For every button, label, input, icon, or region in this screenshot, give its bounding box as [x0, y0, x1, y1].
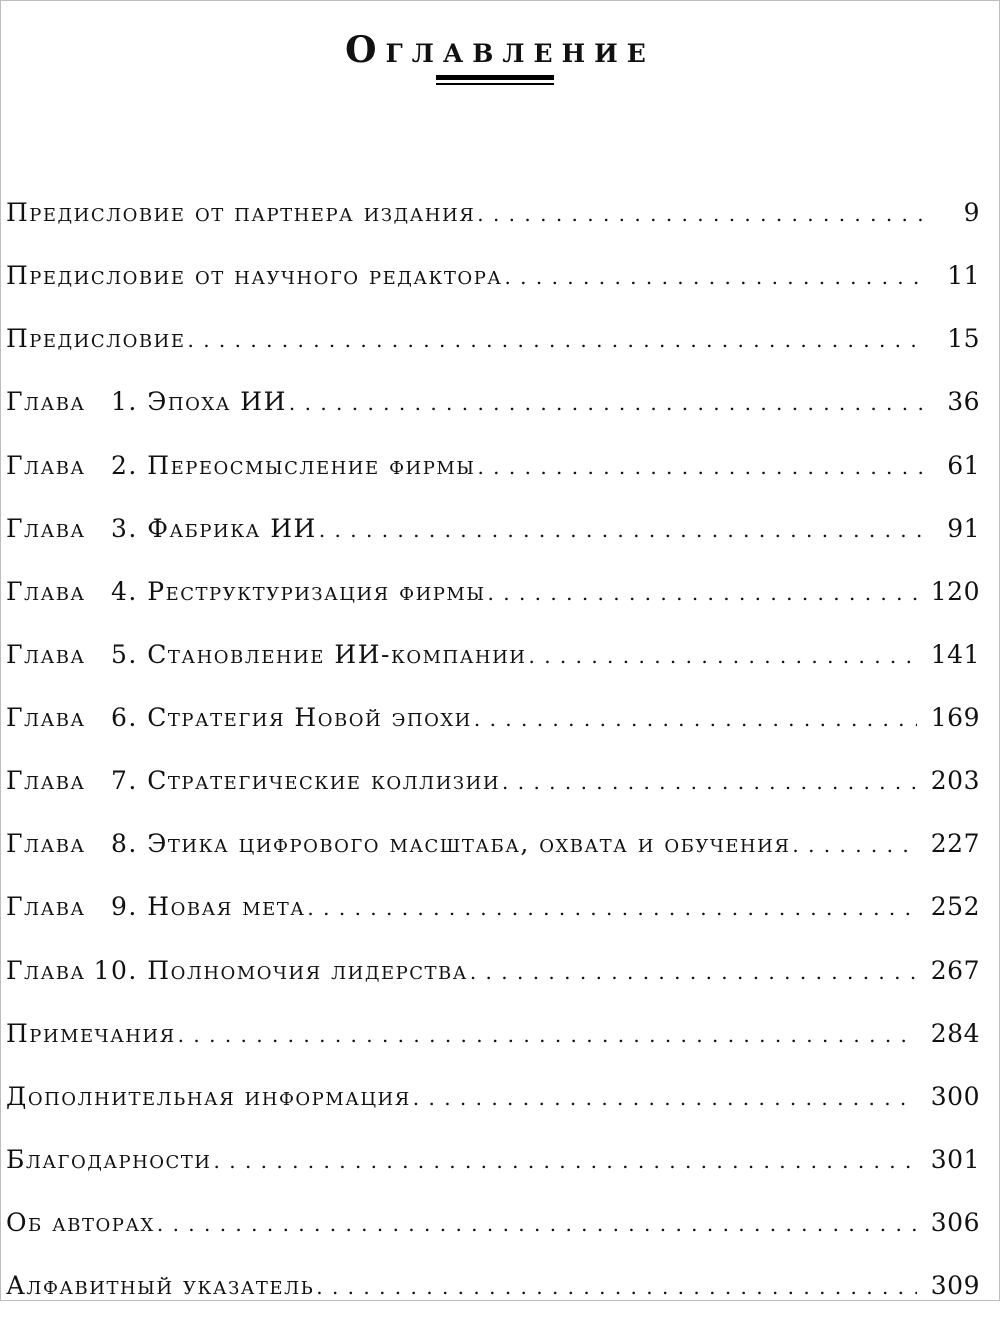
toc-chapter-word: Глава [6, 576, 86, 606]
dot-leader [477, 455, 926, 479]
toc-entry-page: 306 [930, 1208, 980, 1237]
toc-entry-chapter-1[interactable] [6, 387, 980, 450]
toc-entry-page: 252 [930, 892, 980, 922]
toc-chapter-word: Глава [6, 387, 86, 417]
toc-entry-label: Об авторах [6, 1208, 155, 1237]
toc-entry-chapter-5[interactable] [6, 640, 980, 703]
toc-entry-label: Предисловие [6, 324, 186, 354]
toc-entry-label: Благодарности [6, 1144, 212, 1174]
dot-leader [477, 202, 926, 226]
toc-entry-chapter-10[interactable] [6, 956, 980, 1019]
toc-entry-label: 6. Стратегия Новой эпохи [111, 703, 472, 732]
toc-entry-page: 169 [930, 703, 980, 732]
dot-leader [792, 833, 916, 857]
toc-entry-page: 91 [947, 513, 980, 543]
toc-chapter-word: Глава [6, 703, 86, 732]
toc-chapter-word: Глава [6, 639, 86, 669]
toc-entry-label: Дополнительная информация [6, 1081, 411, 1111]
toc-entry-label: Алфавитный указатель [6, 1271, 315, 1301]
toc-entry-page: 61 [947, 450, 980, 480]
toc-entry-label: 1. Эпоха ИИ [111, 387, 287, 417]
toc-entry-chapter-7[interactable] [6, 766, 980, 829]
toc-entry-chapter-8[interactable] [6, 829, 980, 892]
toc-entry-chapter-3[interactable] [6, 514, 980, 577]
toc-entry-label: 8. Этика цифрового масштаба, охвата и обучения [111, 829, 791, 859]
dot-leader [319, 518, 926, 542]
dot-leader [474, 707, 917, 731]
toc-entry-page: 309 [930, 1271, 980, 1301]
toc-entry-page: 9 [963, 198, 980, 227]
toc-entry-label: 7. Стратегические коллизии [111, 766, 501, 796]
dot-leader [188, 328, 927, 352]
toc-entry-chapter-6[interactable] [6, 703, 980, 766]
toc-entry-page: 284 [930, 1018, 980, 1048]
toc-entry-label: 3. Фабрика ИИ [111, 513, 317, 543]
toc-entry-page: 203 [930, 766, 980, 796]
toc-entry-label: 10. Полномочия лидерства [93, 955, 468, 985]
toc-entry-page: 120 [930, 576, 980, 606]
toc-entry-page: 267 [930, 955, 980, 985]
toc-chapter-word: Глава [6, 829, 86, 859]
dot-leader [157, 1212, 917, 1236]
toc-entry-label: Примечания [6, 1018, 176, 1048]
dot-leader [502, 770, 917, 794]
toc-entry-page: 36 [947, 387, 980, 417]
toc-entry-page: 15 [947, 324, 980, 354]
toc-entry-page: 301 [930, 1144, 980, 1174]
toc-entry-label: Предисловие от партнера издания [6, 198, 476, 227]
rule-thin-line [436, 83, 554, 85]
toc-chapter-word: Глава [6, 513, 86, 543]
dot-leader [178, 1023, 917, 1047]
toc-entry-foreword-editor[interactable] [6, 261, 980, 324]
toc-chapter-word: Глава [6, 766, 86, 796]
toc-entry-index[interactable] [6, 1271, 980, 1334]
table-of-contents [6, 198, 980, 1334]
toc-entry-chapter-2[interactable] [6, 451, 980, 514]
dot-leader [470, 960, 917, 984]
toc-entry-chapter-9[interactable] [6, 892, 980, 955]
toc-entry-page: 11 [947, 261, 980, 291]
toc-entry-foreword-partner[interactable] [6, 198, 980, 261]
toc-entry-page: 227 [930, 829, 980, 859]
toc-entry-label: 9. Новая мета [111, 892, 306, 922]
toc-entry-additional-info[interactable] [6, 1082, 980, 1145]
dot-leader [488, 581, 917, 605]
toc-entry-acknowledgements[interactable] [6, 1145, 980, 1208]
toc-chapter-word: Глава [6, 892, 86, 922]
toc-entry-chapter-4[interactable] [6, 577, 980, 640]
toc-entry-page: 141 [930, 639, 980, 669]
dot-leader [289, 391, 926, 415]
toc-entry-label: 2. Переосмысление фирмы [111, 450, 476, 480]
dot-leader [528, 644, 916, 668]
dot-leader [413, 1086, 917, 1110]
toc-entry-page: 300 [930, 1081, 980, 1111]
toc-entry-label: 4. Реструктуризация фирмы [111, 576, 486, 606]
toc-entry-notes[interactable] [6, 1019, 980, 1082]
dot-leader [214, 1149, 917, 1173]
title-double-rule [436, 75, 554, 85]
toc-chapter-word: Глава [6, 450, 86, 480]
page-title: Оглавление [345, 29, 655, 72]
toc-chapter-word: Глава [6, 955, 86, 985]
toc-entry-label: Предисловие от научного редактора [6, 261, 503, 291]
dot-leader [316, 1275, 917, 1299]
toc-entry-label: 5. Становление ИИ-компании [111, 639, 527, 669]
dot-leader [307, 896, 916, 920]
toc-entry-foreword[interactable] [6, 324, 980, 387]
rule-thick-line [436, 75, 554, 80]
toc-entry-about-authors[interactable] [6, 1208, 980, 1271]
dot-leader [504, 265, 926, 289]
